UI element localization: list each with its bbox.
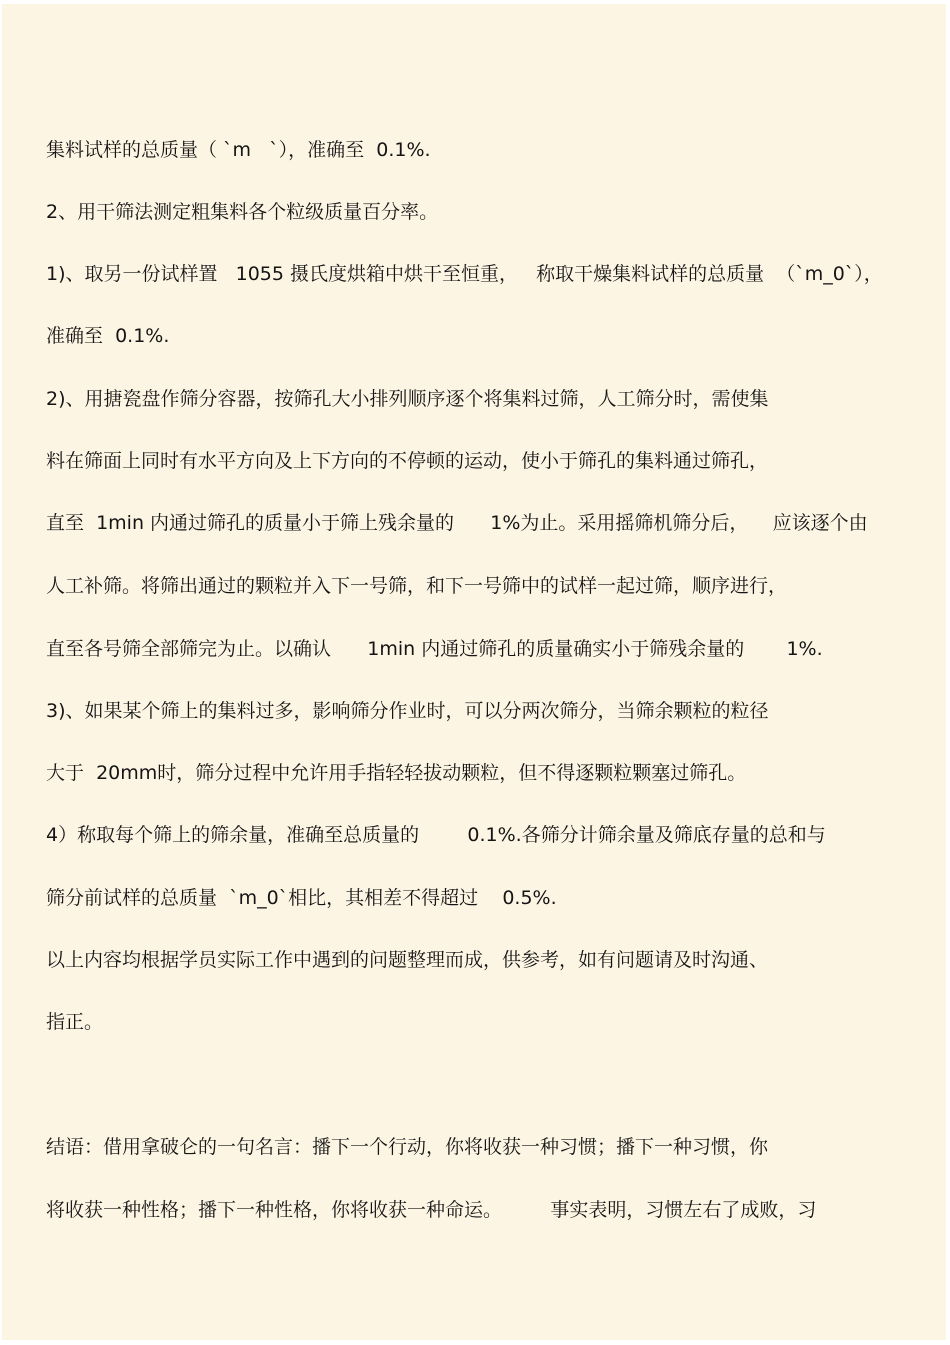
text-line-3: 1)、取另一份试样置 1055 摄氏度烘箱中烘干至恒重， 称取干燥集料试样的总质量 （`m_0`），: [46, 263, 883, 285]
document-page: [2, 4, 946, 1340]
text-line-16: 结语：借用拿破仑的一句名言：播下一个行动，你将收获一种习惯；播下一种习惯，你: [46, 1136, 769, 1158]
text-line-13: 筛分前试样的总质量 `m_0`相比，其相差不得超过 0.5%.: [46, 887, 557, 909]
text-line-17: 将收获一种性格；播下一种性格，你将收获一种命运。 事实表明，习惯左右了成败，习: [46, 1199, 817, 1221]
text-line-9: 直至各号筛全部筛完为止。以确认 1min 内通过筛孔的质量确实小于筛残余量的 1%.: [46, 638, 823, 660]
text-line-6: 料在筛面上同时有水平方向及上下方向的不停顿的运动，使小于筛孔的集料通过筛孔，: [46, 450, 769, 472]
text-line-5: 2)、用搪瓷盘作筛分容器，按筛孔大小排列顺序逐个将集料过筛，人工筛分时，需使集: [46, 388, 769, 410]
text-line-7: 直至 1min 内通过筛孔的质量小于筛上残余量的 1%为止。采用摇筛机筛分后， 应该逐个由: [46, 512, 868, 534]
text-line-4: 准确至 0.1%.: [46, 325, 170, 347]
text-line-14: 以上内容均根据学员实际工作中遇到的问题整理而成，供参考，如有问题请及时沟通、: [46, 949, 769, 971]
text-line-1: 集料试样的总质量（ `m `），准确至 0.1%.: [46, 139, 431, 161]
text-line-12: 4）称取每个筛上的筛余量，准确至总质量的 0.1%.各筛分计筛余量及筛底存量的总和与: [46, 824, 826, 846]
text-line-2: 2、用干筛法测定粗集料各个粒级质量百分率。: [46, 201, 439, 223]
text-line-10: 3)、如果某个筛上的集料过多，影响筛分作业时，可以分两次筛分，当筛余颗粒的粒径: [46, 700, 769, 722]
text-line-8: 人工补筛。将筛出通过的颗粒并入下一号筛，和下一号筛中的试样一起过筛，顺序进行，: [46, 575, 788, 597]
text-line-11: 大于 20mm时，筛分过程中允许用手指轻轻拔动颗粒，但不得逐颗粒颗塞过筛孔。: [46, 762, 747, 784]
text-line-15: 指正。: [46, 1011, 104, 1033]
